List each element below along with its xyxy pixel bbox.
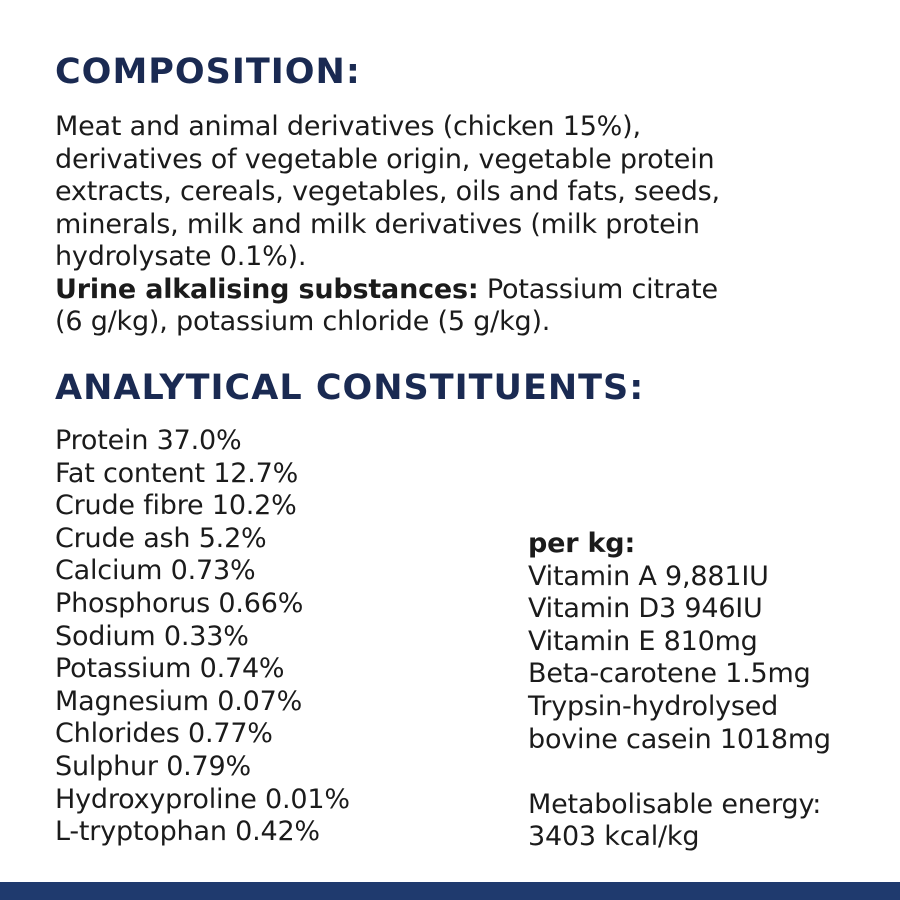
energy-value: 3403 kcal/kg	[528, 821, 700, 853]
list-item: Vitamin A 9,881IU	[528, 560, 769, 592]
list-item: Vitamin E 810mg	[528, 625, 758, 657]
urine-alkalising-line	[55, 274, 865, 307]
constituents-list	[55, 425, 350, 849]
list-item: Phosphorus 0.66%	[55, 587, 304, 619]
per-kg-section	[528, 528, 831, 854]
urine-alkalising-text: Potassium citrate	[478, 273, 718, 305]
list-item: L-tryptophan 0.42%	[55, 816, 320, 848]
analytical-constituents-heading: ANALYTICAL CONSTITUENTS:	[55, 368, 645, 408]
composition-heading: COMPOSITION:	[55, 52, 361, 92]
list-item: Potassium 0.74%	[55, 653, 285, 685]
list-item: Magnesium 0.07%	[55, 685, 303, 717]
list-item: Chlorides 0.77%	[55, 718, 273, 750]
per-kg-label: per kg:	[528, 528, 636, 559]
list-item: Sodium 0.33%	[55, 620, 249, 652]
list-item: Trypsin-hydrolysed	[528, 690, 779, 722]
list-item: Beta-carotene 1.5mg	[528, 658, 811, 690]
composition-line: Meat and animal derivatives (chicken 15%),	[55, 111, 641, 142]
composition-text	[55, 111, 865, 339]
list-item: Vitamin D3 946IU	[528, 593, 763, 625]
list-item: Crude fibre 10.2%	[55, 490, 297, 522]
urine-alkalising-line-2: (6 g/kg), potassium chloride (5 g/kg).	[55, 306, 551, 337]
list-item: Crude ash 5.2%	[55, 522, 267, 554]
bottom-brand-bar	[0, 882, 900, 900]
list-item: Fat content 12.7%	[55, 457, 299, 489]
composition-line: derivatives of vegetable origin, vegetable protein	[55, 143, 715, 175]
composition-line: extracts, cereals, vegetables, oils and fats, seeds,	[55, 176, 720, 207]
list-item: bovine casein 1018mg	[528, 723, 831, 755]
composition-line: minerals, milk and milk derivatives (milk protein	[55, 208, 700, 240]
list-item: Protein 37.0%	[55, 425, 242, 456]
list-item: Hydroxyproline 0.01%	[55, 783, 350, 815]
composition-line: hydrolysate 0.1%).	[55, 241, 307, 272]
list-item: Sulphur 0.79%	[55, 750, 251, 782]
urine-alkalising-label: Urine alkalising substances:	[55, 273, 479, 305]
list-item: Calcium 0.73%	[55, 555, 256, 587]
energy-label: Metabolisable energy:	[528, 788, 822, 820]
